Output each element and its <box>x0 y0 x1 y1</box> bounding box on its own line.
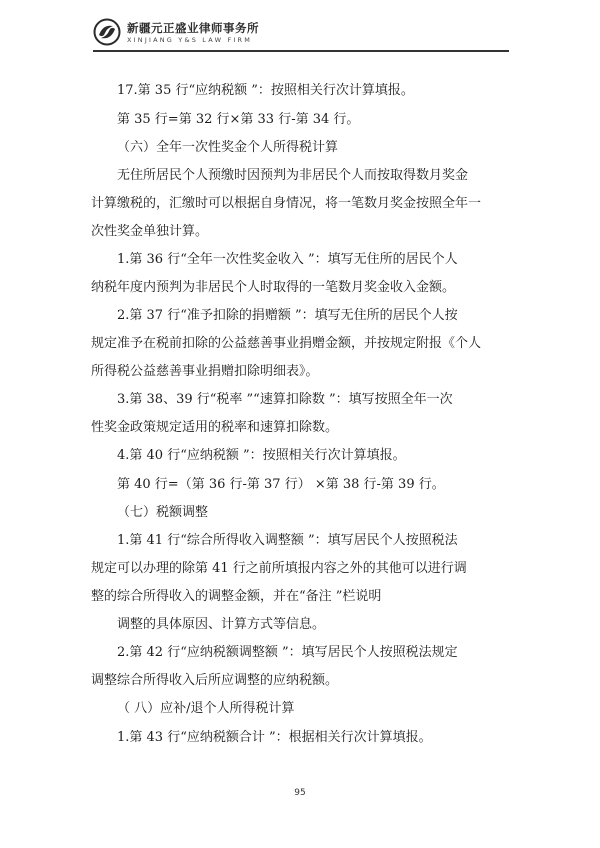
text-line: 17.第 35 行“应纳税额 ”：按照相关行次计算填报。 <box>117 83 414 98</box>
text-line: 调整综合所得收入后所应调整的应纳税额。 <box>91 673 339 688</box>
section-heading: （六）全年一次性奖金个人所得税计算 <box>117 140 339 155</box>
section-heading: （ 八）应补/退个人所得税计算 <box>117 701 295 716</box>
text-line: 调整的具体原因、计算方式等信息。 <box>117 617 326 632</box>
text-line: 3.第 38、39 行“税率 ”“速算扣除数 ”：填写按照全年一次 <box>117 392 453 407</box>
text-line: 次性奖金单独计算。 <box>91 224 209 239</box>
firm-logo-icon <box>93 18 121 46</box>
text-line: 1.第 36 行“全年一次性奖金收入 ”：填写无住所的居民个人 <box>117 252 458 267</box>
page-number: 95 <box>294 788 306 798</box>
text-line: 无住所居民个人预缴时因预判为非居民个人而按取得数月奖金 <box>117 168 469 183</box>
text-line: 1.第 43 行“应纳税额合计 ”：根据相关行次计算填报。 <box>117 730 432 745</box>
text-line: 1.第 41 行“综合所得收入调整额 ”：填写居民个人按照税法 <box>117 533 458 548</box>
text-line: 纳税年度内预判为非居民个人时取得的一笔数月奖金收入金额。 <box>91 280 456 295</box>
text-line: 性奖金政策规定适用的税率和速算扣除数。 <box>91 420 339 435</box>
text-line: 规定可以办理的除第 41 行之前所填报内容之外的其他可以进行调 <box>91 561 467 576</box>
firm-name-en: XINJIANG Y&S LAW FIRM <box>127 36 253 44</box>
text-line: 第 40 行=（第 36 行-第 37 行） ×第 38 行-第 39 行。 <box>117 477 445 492</box>
text-line: 整的综合所得收入的调整金额，并在“备注 ”栏说明 <box>91 589 382 604</box>
firm-name-cn: 新疆元正盛业律师事务所 <box>127 21 259 35</box>
text-line: 4.第 40 行“应纳税额 ”：按照相关行次计算填报。 <box>117 448 406 463</box>
text-line: 2.第 42 行“应纳税额调整额 ”：填写居民个人按照税法规定 <box>117 645 458 660</box>
text-line: 计算缴税的，汇缴时可以根据自身情况，将一笔数月奖金按照全年一 <box>91 196 482 211</box>
text-line: 2.第 37 行“准予扣除的捐赠额 ”：填写无住所的居民个人按 <box>117 308 458 323</box>
text-line: 规定准予在税前扣除的公益慈善事业捐赠金额，并按规定附报《个人 <box>91 336 482 351</box>
letterhead <box>93 18 313 50</box>
text-line: 第 35 行=第 32 行×第 33 行-第 34 行。 <box>117 112 360 127</box>
text-line: 所得税公益慈善事业捐赠扣除明细表》。 <box>91 364 319 379</box>
section-heading: （七）税额调整 <box>117 505 209 520</box>
header-divider <box>93 50 509 52</box>
